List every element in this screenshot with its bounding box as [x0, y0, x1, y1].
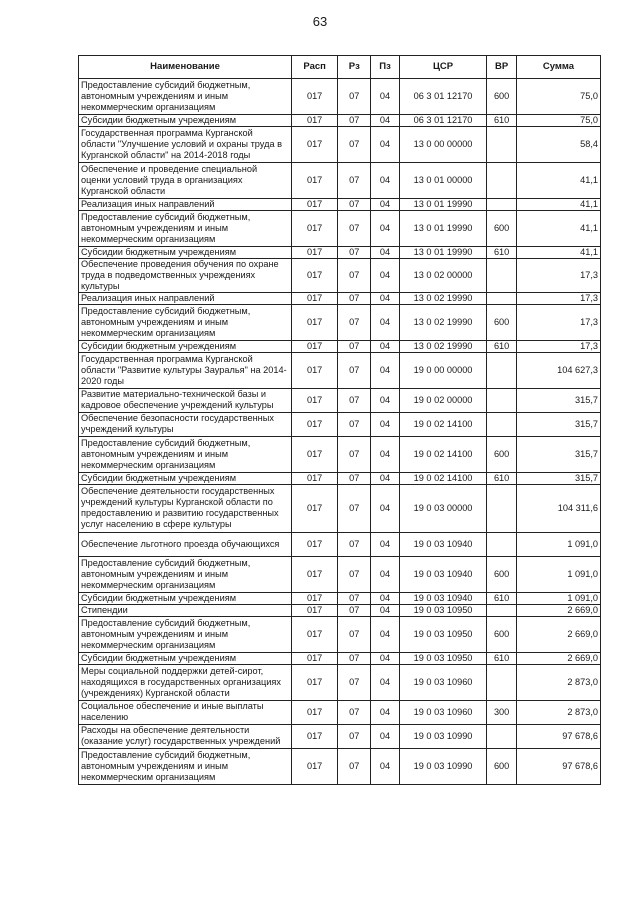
cell-rz: 07 [338, 484, 371, 532]
cell-vr [487, 604, 517, 616]
cell-name: Обеспечение безопасности государственных учреждений культуры [79, 412, 292, 436]
cell-pz: 04 [371, 199, 399, 211]
cell-name: Предоставление субсидий бюджетным, автономным учреждениям и иным некоммерческим организациям [79, 79, 292, 115]
cell-pz: 04 [371, 592, 399, 604]
cell-csr: 19 0 03 10940 [399, 556, 487, 592]
cell-csr: 13 0 02 19990 [399, 304, 487, 340]
cell-csr: 19 0 03 10950 [399, 652, 487, 664]
cell-rz: 07 [338, 292, 371, 304]
cell-sum: 1 091,0 [516, 532, 600, 556]
cell-rz: 07 [338, 604, 371, 616]
cell-pz: 04 [371, 700, 399, 724]
cell-name: Государственная программа Курганской области "Улучшение условий и охраны труда в Курганской области" на 2014-2018 годы [79, 127, 292, 163]
table-row [79, 304, 601, 340]
table-row [79, 532, 601, 556]
cell-pz: 04 [371, 652, 399, 664]
cell-rasp: 017 [292, 127, 338, 163]
cell-vr: 610 [487, 472, 517, 484]
cell-csr: 13 0 00 00000 [399, 127, 487, 163]
cell-vr: 600 [487, 436, 517, 472]
cell-csr: 13 0 02 00000 [399, 259, 487, 293]
cell-vr [487, 127, 517, 163]
table-row [79, 652, 601, 664]
table-row [79, 211, 601, 247]
table-row [79, 292, 601, 304]
cell-pz: 04 [371, 259, 399, 293]
table-row [79, 199, 601, 211]
cell-pz: 04 [371, 304, 399, 340]
cell-sum: 104 627,3 [516, 352, 600, 388]
cell-vr: 600 [487, 79, 517, 115]
cell-sum: 315,7 [516, 412, 600, 436]
header-row [79, 56, 601, 79]
cell-pz: 04 [371, 412, 399, 436]
cell-rz: 07 [338, 664, 371, 700]
cell-rasp: 017 [292, 247, 338, 259]
cell-sum: 315,7 [516, 388, 600, 412]
cell-sum: 2 669,0 [516, 604, 600, 616]
cell-rz: 07 [338, 127, 371, 163]
cell-csr: 19 0 03 10950 [399, 616, 487, 652]
cell-vr [487, 292, 517, 304]
cell-pz: 04 [371, 340, 399, 352]
cell-rz: 07 [338, 247, 371, 259]
cell-name: Предоставление субсидий бюджетным, автономным учреждениям и иным некоммерческим организациям [79, 616, 292, 652]
cell-name: Предоставление субсидий бюджетным, автономным учреждениям и иным некоммерческим организациям [79, 556, 292, 592]
cell-name: Субсидии бюджетным учреждениям [79, 472, 292, 484]
table-row [79, 340, 601, 352]
cell-csr: 19 0 02 00000 [399, 388, 487, 412]
cell-csr: 13 0 02 19990 [399, 292, 487, 304]
cell-vr: 610 [487, 652, 517, 664]
cell-rasp: 017 [292, 556, 338, 592]
cell-name: Обеспечение и проведение специальной оценки условий труда в организациях Курганской области [79, 163, 292, 199]
cell-rz: 07 [338, 748, 371, 784]
table-row [79, 79, 601, 115]
cell-rz: 07 [338, 259, 371, 293]
cell-csr: 13 0 02 19990 [399, 340, 487, 352]
cell-name: Предоставление субсидий бюджетным, автономным учреждениям и иным некоммерческим организациям [79, 211, 292, 247]
cell-vr: 600 [487, 211, 517, 247]
cell-rasp: 017 [292, 292, 338, 304]
cell-vr: 610 [487, 592, 517, 604]
cell-rz: 07 [338, 115, 371, 127]
cell-csr: 19 0 03 10940 [399, 592, 487, 604]
cell-rz: 07 [338, 652, 371, 664]
table-row [79, 352, 601, 388]
table-row [79, 484, 601, 532]
header-rasp: Расп [292, 56, 338, 79]
cell-sum: 315,7 [516, 472, 600, 484]
cell-csr: 13 0 01 19990 [399, 211, 487, 247]
cell-rz: 07 [338, 211, 371, 247]
cell-rz: 07 [338, 352, 371, 388]
header-pz: Пз [371, 56, 399, 79]
header-rz: Рз [338, 56, 371, 79]
cell-pz: 04 [371, 748, 399, 784]
cell-rz: 07 [338, 472, 371, 484]
cell-name: Социальное обеспечение и иные выплаты населению [79, 700, 292, 724]
cell-rasp: 017 [292, 436, 338, 472]
table-row [79, 115, 601, 127]
cell-sum: 17,3 [516, 340, 600, 352]
cell-pz: 04 [371, 115, 399, 127]
cell-sum: 17,3 [516, 259, 600, 293]
cell-csr: 06 3 01 12170 [399, 79, 487, 115]
budget-table [78, 55, 601, 785]
cell-pz: 04 [371, 604, 399, 616]
cell-sum: 97 678,6 [516, 748, 600, 784]
cell-rasp: 017 [292, 304, 338, 340]
cell-sum: 1 091,0 [516, 592, 600, 604]
cell-name: Государственная программа Курганской области "Развитие культуры Зауралья" на 2014-2020 годы [79, 352, 292, 388]
cell-rasp: 017 [292, 199, 338, 211]
table-row [79, 556, 601, 592]
cell-vr: 610 [487, 115, 517, 127]
cell-sum: 41,1 [516, 163, 600, 199]
cell-rz: 07 [338, 163, 371, 199]
table-row [79, 412, 601, 436]
cell-csr: 19 0 02 14100 [399, 412, 487, 436]
cell-csr: 19 0 03 10990 [399, 748, 487, 784]
cell-sum: 17,3 [516, 292, 600, 304]
cell-rasp: 017 [292, 652, 338, 664]
cell-csr: 19 0 00 00000 [399, 352, 487, 388]
cell-pz: 04 [371, 472, 399, 484]
cell-csr: 19 0 03 10940 [399, 532, 487, 556]
cell-csr: 19 0 03 10990 [399, 724, 487, 748]
cell-sum: 97 678,6 [516, 724, 600, 748]
cell-sum: 1 091,0 [516, 556, 600, 592]
cell-name: Расходы на обеспечение деятельности (оказание услуг) государственных учреждений [79, 724, 292, 748]
cell-sum: 2 669,0 [516, 616, 600, 652]
cell-vr [487, 484, 517, 532]
cell-name: Предоставление субсидий бюджетным, автономным учреждениям и иным некоммерческим организациям [79, 748, 292, 784]
cell-name: Субсидии бюджетным учреждениям [79, 340, 292, 352]
cell-rasp: 017 [292, 115, 338, 127]
cell-csr: 13 0 01 19990 [399, 247, 487, 259]
cell-name: Обеспечение проведения обучения по охране труда в подведомственных учреждениях культуры [79, 259, 292, 293]
cell-pz: 04 [371, 556, 399, 592]
cell-rz: 07 [338, 700, 371, 724]
cell-sum: 17,3 [516, 304, 600, 340]
cell-sum: 75,0 [516, 115, 600, 127]
cell-pz: 04 [371, 292, 399, 304]
header-sum: Сумма [516, 56, 600, 79]
cell-name: Субсидии бюджетным учреждениям [79, 247, 292, 259]
table-row [79, 388, 601, 412]
cell-name: Меры социальной поддержки детей-сирот, находящихся в государственных организациях (учреждениях) Курганской области [79, 664, 292, 700]
cell-rz: 07 [338, 436, 371, 472]
table-body [79, 79, 601, 785]
cell-rasp: 017 [292, 388, 338, 412]
cell-pz: 04 [371, 664, 399, 700]
cell-rasp: 017 [292, 724, 338, 748]
cell-rz: 07 [338, 724, 371, 748]
cell-vr: 600 [487, 748, 517, 784]
cell-rasp: 017 [292, 664, 338, 700]
cell-vr [487, 532, 517, 556]
cell-csr: 06 3 01 12170 [399, 115, 487, 127]
cell-sum: 75,0 [516, 79, 600, 115]
cell-rasp: 017 [292, 340, 338, 352]
table-row [79, 436, 601, 472]
cell-pz: 04 [371, 247, 399, 259]
table-row [79, 748, 601, 784]
cell-csr: 19 0 03 10960 [399, 664, 487, 700]
cell-rasp: 017 [292, 484, 338, 532]
cell-pz: 04 [371, 79, 399, 115]
table-row [79, 664, 601, 700]
table-row [79, 724, 601, 748]
cell-rz: 07 [338, 304, 371, 340]
cell-rz: 07 [338, 616, 371, 652]
cell-rasp: 017 [292, 604, 338, 616]
cell-sum: 58,4 [516, 127, 600, 163]
cell-name: Реализация иных направлений [79, 292, 292, 304]
table-row [79, 700, 601, 724]
cell-rz: 07 [338, 592, 371, 604]
cell-csr: 19 0 03 10960 [399, 700, 487, 724]
cell-vr [487, 163, 517, 199]
cell-name: Развитие материально-технической базы и кадровое обеспечение учреждений культуры [79, 388, 292, 412]
cell-vr [487, 388, 517, 412]
cell-rasp: 017 [292, 700, 338, 724]
table-row [79, 127, 601, 163]
cell-rasp: 017 [292, 163, 338, 199]
cell-sum: 2 873,0 [516, 700, 600, 724]
cell-rasp: 017 [292, 748, 338, 784]
table-header [79, 56, 601, 79]
cell-pz: 04 [371, 436, 399, 472]
cell-name: Реализация иных направлений [79, 199, 292, 211]
cell-sum: 41,1 [516, 211, 600, 247]
cell-name: Субсидии бюджетным учреждениям [79, 115, 292, 127]
cell-rz: 07 [338, 388, 371, 412]
cell-pz: 04 [371, 388, 399, 412]
cell-rasp: 017 [292, 259, 338, 293]
cell-name: Стипендии [79, 604, 292, 616]
cell-rz: 07 [338, 412, 371, 436]
cell-vr: 600 [487, 616, 517, 652]
cell-rasp: 017 [292, 79, 338, 115]
cell-rasp: 017 [292, 616, 338, 652]
cell-vr: 610 [487, 340, 517, 352]
cell-sum: 41,1 [516, 247, 600, 259]
cell-rasp: 017 [292, 412, 338, 436]
cell-sum: 41,1 [516, 199, 600, 211]
cell-pz: 04 [371, 352, 399, 388]
table-row [79, 616, 601, 652]
cell-rz: 07 [338, 199, 371, 211]
cell-rasp: 017 [292, 211, 338, 247]
cell-name: Обеспечение льготного проезда обучающихся [79, 532, 292, 556]
cell-rz: 07 [338, 532, 371, 556]
cell-vr [487, 199, 517, 211]
cell-sum: 2 669,0 [516, 652, 600, 664]
header-csr: ЦСР [399, 56, 487, 79]
cell-vr [487, 664, 517, 700]
cell-rz: 07 [338, 556, 371, 592]
cell-pz: 04 [371, 616, 399, 652]
cell-name: Субсидии бюджетным учреждениям [79, 652, 292, 664]
cell-sum: 2 873,0 [516, 664, 600, 700]
table-row [79, 163, 601, 199]
cell-csr: 13 0 01 00000 [399, 163, 487, 199]
cell-csr: 13 0 01 19990 [399, 199, 487, 211]
cell-csr: 19 0 02 14100 [399, 436, 487, 472]
cell-pz: 04 [371, 532, 399, 556]
cell-rasp: 017 [292, 352, 338, 388]
cell-pz: 04 [371, 484, 399, 532]
cell-sum: 104 311,6 [516, 484, 600, 532]
cell-rz: 07 [338, 79, 371, 115]
table-row [79, 472, 601, 484]
cell-sum: 315,7 [516, 436, 600, 472]
cell-pz: 04 [371, 163, 399, 199]
cell-vr: 610 [487, 247, 517, 259]
cell-name: Предоставление субсидий бюджетным, автономным учреждениям и иным некоммерческим организациям [79, 436, 292, 472]
cell-rasp: 017 [292, 592, 338, 604]
cell-csr: 19 0 03 10950 [399, 604, 487, 616]
table-row [79, 259, 601, 293]
cell-pz: 04 [371, 211, 399, 247]
cell-vr [487, 259, 517, 293]
cell-vr: 300 [487, 700, 517, 724]
page-number: 63 [312, 14, 328, 29]
cell-vr [487, 412, 517, 436]
cell-vr: 600 [487, 556, 517, 592]
cell-name: Предоставление субсидий бюджетным, автономным учреждениям и иным некоммерческим организациям [79, 304, 292, 340]
header-vr: ВР [487, 56, 517, 79]
table-row [79, 247, 601, 259]
cell-name: Субсидии бюджетным учреждениям [79, 592, 292, 604]
cell-vr: 600 [487, 304, 517, 340]
cell-pz: 04 [371, 127, 399, 163]
cell-rz: 07 [338, 340, 371, 352]
cell-rasp: 017 [292, 532, 338, 556]
cell-csr: 19 0 03 00000 [399, 484, 487, 532]
cell-vr [487, 724, 517, 748]
cell-pz: 04 [371, 724, 399, 748]
cell-csr: 19 0 02 14100 [399, 472, 487, 484]
header-name: Наименование [79, 56, 292, 79]
cell-rasp: 017 [292, 472, 338, 484]
table-row [79, 604, 601, 616]
cell-vr [487, 352, 517, 388]
table-row [79, 592, 601, 604]
cell-name: Обеспечение деятельности государственных учреждений культуры Курганской области по предоставлению и развитию государственных услуг населению в сфере культуры [79, 484, 292, 532]
